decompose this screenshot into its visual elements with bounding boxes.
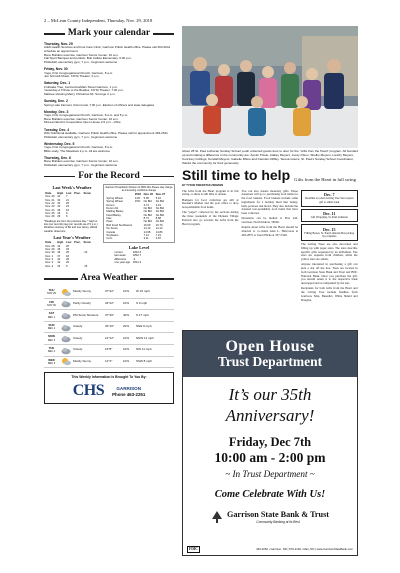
- table-cell: difference: [114, 257, 127, 261]
- calendar-event: Yesterday-A Tribute to the Beatles, KOTA Theater, 7:30 p.m.: [44, 88, 124, 93]
- calendar-event: Bone Builders exercise, Garrison Senior Center, 10 a.m.: [44, 52, 119, 57]
- table-cell: 44: [57, 205, 61, 209]
- table-cell: 34: [57, 201, 61, 205]
- forecast-wind: SSW 8 mph: [136, 359, 153, 363]
- table-cell: No Bid: [155, 220, 164, 224]
- forecast-precip: 40%: [123, 312, 130, 317]
- table-header-cell: Snow: [83, 241, 91, 245]
- table-cell: 18: [66, 254, 69, 258]
- table-cell: .15: [83, 264, 88, 268]
- table-cell: [73, 265, 82, 268]
- grain-caption: Garrison Precipitation Division of DNR 4ths Please stay change as interesting conditions change: [105, 186, 173, 193]
- table-cell: 33: [66, 247, 69, 251]
- table-cell: 26: [66, 261, 69, 265]
- forecast-day: [44, 324, 59, 331]
- story-paragraph: The Gifts from the Heart program is in full swing, so there is still time to donate.: [182, 188, 239, 197]
- story-paragraph: The Giving Trees are also decorated and filling up with paper stars. The stars describe specific gifts requested by an individual. The stars are requests from children, while the yellow stars are adults.: [301, 242, 358, 262]
- table-cell: No Bid: [155, 210, 164, 214]
- table-cell: 6: [66, 215, 68, 219]
- calendar-event: Bible study, The Meadows 2 p.m. All are welcome: [44, 148, 110, 153]
- ad-date: Friday, Dec 7th: [228, 434, 312, 449]
- forecast-wind: NNW 11 mph: [136, 335, 154, 340]
- forecast-wind: NW 11 mph: [136, 347, 152, 352]
- table-cell: Spring Wheat: [106, 200, 123, 204]
- forecast-date: DEC 1: [47, 315, 56, 319]
- table-cell: 7: [66, 195, 68, 199]
- forecast-precip: 10%: [123, 289, 130, 294]
- table-cell: [82, 215, 92, 218]
- weather-history: [44, 184, 100, 268]
- event-box-text: Deadline to return Giving Tree Star request gift to either bank: [305, 197, 354, 204]
- table-cell: Soybeans: [106, 233, 119, 237]
- table-cell: Feed Barley: [106, 213, 121, 217]
- table-cell: Spring Wheat: [106, 196, 123, 200]
- table-cell: Canola: [106, 230, 115, 234]
- forecast-row: [44, 333, 174, 345]
- table-cell: Nov. 28: [45, 244, 55, 248]
- table-cell: No Bid: [155, 206, 164, 210]
- table-cell: 8.73: [143, 217, 149, 221]
- forecast-day-label: THU: [48, 288, 55, 292]
- forecast-date: DEC 5: [47, 362, 56, 366]
- table-header-cell: 2018: [134, 193, 141, 197]
- event-box: [301, 190, 358, 207]
- table-cell: Nov. 29: [45, 247, 55, 251]
- event-box: [301, 209, 358, 222]
- forecast-condition: Cloudy: [73, 335, 83, 340]
- bank-logo-row: [183, 510, 357, 524]
- table-cell: No Bid: [143, 200, 152, 204]
- table-cell: 14%: [134, 196, 141, 200]
- table-cell: Malting Barley: [106, 210, 124, 214]
- weather-note: *Readings are from the previous day. * High or low (our records) tag (our records as of 5 p.m.) Weather courtesy of Bo and Joe Henry, official weather observers.: [44, 219, 98, 233]
- forecast-day-label: SUN: [48, 322, 55, 327]
- calendar-day-date: Wednesday, Dec. 5: [44, 141, 75, 146]
- last-year-title: Last Year's Weather: [53, 234, 91, 240]
- last-week-title: Last Week's Weather: [52, 185, 92, 191]
- story-paragraph: Hampers for food collection are still at Keenan’s Market and the post office to drop non-perishable food items.: [182, 197, 239, 210]
- table-cell: 14.13: [155, 227, 163, 231]
- table-cell: 2.87: [155, 237, 162, 241]
- forecast-condition: Mostly Sunny: [73, 359, 92, 363]
- table-header-cell: Nov. 26: [143, 193, 154, 197]
- calendar-event: Bone Builders exercise, Garrison Senior Center, 10 a.m.: [44, 116, 119, 121]
- table-header-cell: Snow: [83, 191, 91, 195]
- bank-tree-icon: [211, 511, 223, 523]
- record-title: For the Record: [78, 170, 140, 181]
- sponsor-phone: Phone 463-2251: [112, 391, 146, 397]
- calendar-day: [44, 110, 174, 126]
- cloud-icon: [59, 299, 73, 308]
- table-cell: 7.21: [155, 233, 162, 237]
- table-header-cell: Prec.: [74, 191, 81, 195]
- story-column-3: [301, 190, 358, 304]
- table-row: [44, 265, 92, 268]
- record-header: [44, 171, 174, 183]
- markets-lake: [103, 184, 175, 268]
- table-cell: Durum #1: [106, 206, 119, 210]
- forecast-precip: 10%: [123, 335, 130, 340]
- table-cell: No Bid: [143, 213, 152, 217]
- table-cell: 26: [66, 244, 69, 248]
- table-cell: Dec. 4: [45, 264, 54, 268]
- forecast-list: [44, 287, 174, 368]
- table-cell: Dec. 2: [45, 258, 54, 262]
- calendar-day: [44, 156, 174, 168]
- story-paragraph: The “paper” collected by the sections during the three weekends of the Dickens Village Festival also go towards the Gifts from the Heart program.: [182, 210, 239, 226]
- weather-header: [44, 273, 174, 285]
- story-paragraph: Recipients for both Gifts from the Heart and the Giving Tree include families from Garrison, Max, Benedict, White Shield and Douglas.: [301, 286, 358, 302]
- table-cell: 16.69: [143, 223, 151, 227]
- table-header-cell: Prec.: [74, 241, 81, 245]
- ad-body: [183, 384, 357, 524]
- table-row: [44, 215, 92, 218]
- calendar-day: [44, 81, 174, 97]
- event-box-date: Dec. 15: [323, 226, 336, 232]
- table-cell: 25: [66, 201, 69, 205]
- ad-invite: Come Celebrate With Us!: [214, 488, 326, 500]
- calendar-day-date: Friday, Nov. 30: [44, 67, 68, 72]
- calendar-list: [44, 42, 174, 168]
- right-column: [182, 26, 358, 304]
- event-box-date: Dec. 11: [323, 211, 336, 217]
- table-cell: Nov. 24: [45, 208, 55, 212]
- calendar-event: Spring Lake Farmers Union local, 7:30 p.m. Election of officers and state delegates: [44, 102, 155, 107]
- forecast-precip: 20%: [123, 324, 130, 329]
- calendar-event: Fall Sport Banquet and potluck, Bob Callies Elementary, 6:30 p.m.: [44, 56, 132, 61]
- table-cell: 1842.3: [132, 251, 142, 255]
- table-cell: 1842.7: [132, 254, 142, 258]
- forecast-row: [44, 287, 174, 299]
- forecast-condition: PM Snow Showers: [73, 312, 99, 317]
- table-cell: Durum: [106, 203, 115, 207]
- forecast-date: DEC 4: [47, 350, 56, 354]
- table-header-cell: Date: [45, 191, 52, 195]
- ad-location: ~ In Trust Department ~: [225, 469, 315, 479]
- partly-sunny-icon: [59, 288, 73, 297]
- story-headline: Still time to help: [182, 167, 291, 184]
- story-headline-row: [182, 168, 358, 182]
- calendar-day: [44, 142, 174, 154]
- table-cell: Nov. 20: [45, 195, 55, 199]
- story-column-2: [242, 190, 299, 304]
- calendar-event: Yoga, First Congregational Church, Garrison, 8 a.m.: [44, 144, 114, 149]
- story-body: [182, 190, 358, 304]
- event-box-date: Dec. 7: [324, 192, 335, 198]
- table-cell: 14.13: [143, 227, 151, 231]
- left-column: [44, 26, 174, 404]
- calendar-event: Bone Builders exercise, Garrison Senior Center, 10 a.m.: [44, 159, 119, 164]
- forecast-row: [44, 310, 174, 322]
- forecast-date: NOV 30: [47, 304, 56, 308]
- cloud-icon: [59, 334, 73, 343]
- table-cell: Dec. 1: [45, 254, 54, 258]
- forecast-precip: 10%: [123, 359, 130, 363]
- table-cell: Nov. 23: [45, 205, 55, 209]
- table-header-cell: High: [57, 191, 64, 195]
- calendar-day: [44, 128, 174, 140]
- table-header-cell: High: [57, 241, 64, 245]
- forecast-row: [44, 345, 174, 357]
- forecast-condition: Cloudy: [73, 347, 83, 352]
- table-cell: Nov. 22: [45, 201, 55, 205]
- table-cell: 41: [57, 195, 61, 199]
- table-cell: 44: [57, 258, 61, 262]
- table-cell: 42: [57, 261, 61, 265]
- event-box-text: Gift Wrapping, St. Paul Lutheran: [310, 216, 348, 220]
- forecast-day: [44, 289, 59, 296]
- table-cell: No Bid: [155, 200, 164, 204]
- table-cell: 3.11: [143, 237, 149, 241]
- forecast-day-label: SAT: [48, 311, 55, 316]
- forecast-temps: 21°12°: [105, 335, 115, 340]
- forecast-day: [44, 301, 59, 308]
- sponsor-name-block: [112, 386, 145, 397]
- table-cell: No Bid: [143, 206, 152, 210]
- table-cell: 3.74: [143, 203, 149, 207]
- lake-table: [113, 251, 143, 265]
- calendar-event: Yoga, First Congregational Church, Garrison, 8 a.m.: [44, 70, 114, 75]
- table-cell: Flax: [106, 217, 112, 221]
- sunday-school-photo: [182, 26, 358, 148]
- forecast-wind: W 16 mph: [136, 289, 150, 294]
- table-header-cell: Date: [45, 241, 52, 245]
- table-cell: -4: [132, 257, 136, 261]
- calendar-day: [44, 99, 174, 107]
- forecast-day-label: WED: [48, 357, 55, 362]
- calendar-event: McLean Electric Cooperative Open House 2-5 p.m., office: [44, 120, 121, 125]
- bank-tagline: Community Banking at its Best: [256, 519, 300, 524]
- table-cell: 43: [57, 244, 61, 248]
- forecast-wind: S 9 mph: [136, 301, 148, 306]
- table-header-cell: Nov. 27: [155, 193, 166, 197]
- table-cell: 14.86: [155, 230, 163, 234]
- calendar-event: Pickleball, elementary gym, 7 p.m., beginners welcome: [44, 162, 118, 167]
- forecast-wind: NNE 9 mph: [136, 324, 152, 329]
- table-cell: 9: [66, 212, 68, 216]
- cloud-icon: [59, 323, 73, 332]
- forecast-precip: 10%: [123, 301, 130, 306]
- table-cell: Nov. 25: [45, 212, 55, 216]
- forecast-condition: Partly Cloudy: [73, 301, 91, 306]
- forecast-date: DEC 3: [47, 338, 56, 342]
- forecast-row: [44, 322, 174, 334]
- lake-level: [103, 245, 175, 265]
- table-cell: 16: [66, 208, 69, 212]
- table-row: [113, 261, 143, 264]
- forecast-day: [44, 335, 59, 342]
- table-cell: 7.14: [143, 233, 149, 237]
- forecast-condition: Cloudy: [73, 324, 83, 329]
- table-cell: 14.68: [143, 230, 151, 234]
- table-cell: [133, 237, 142, 240]
- cloud-icon: [59, 346, 73, 355]
- weather-title: Area Weather: [80, 273, 138, 284]
- table-header-cell: Low: [66, 241, 72, 245]
- forecast-temps: 12°4°: [105, 359, 113, 363]
- calendar-event: Joe Schmidt Music, KOTA Theater, 3 p.m.: [44, 74, 100, 79]
- ad-banner: [183, 331, 357, 377]
- table-cell: Nov. 30: [45, 251, 55, 255]
- table-cell: 29: [66, 258, 69, 262]
- table-cell: No Bid: [143, 210, 152, 214]
- forecast-temps: 37°26°: [105, 312, 115, 317]
- ad-time: 10:00 am - 2:00 pm: [214, 450, 326, 466]
- table-cell: Nov. 21: [45, 198, 55, 202]
- calendar-event: Matinee showing Merry Christmas Mr. Scrooge 2 p.m.: [44, 92, 116, 97]
- story-subhead: Gifts from the Heart in full swing: [294, 177, 356, 183]
- ad-anniversary: It’s our 35th Anniversary!: [225, 385, 315, 426]
- forecast-row: [44, 357, 174, 369]
- table-cell: 25: [66, 251, 69, 255]
- table-cell: [73, 215, 82, 218]
- calendar-event: Yoga, First Congregational Church, Garrison, 8 a.m. and 5 p.m.: [44, 112, 129, 117]
- partly-sunny-icon: [59, 357, 73, 366]
- photo-caption: About 25 St. Paul Lutheran Sunday School youth collected goods door to door for the “Gifts from the Heart” program. All bundled up and making a difference in the community are: Austin Thiele, Ataliey Meyers, Jessy Olson, Shelby Meyers, Landry Meyers, Courtney Collings, Kendall Meyers, Isabelle Rhine and Camden Diffley. Teresa Gouze, St. Paul's Sunday School Coordinator, thanks the community for their generosity.: [182, 149, 358, 165]
- table-cell: No Bid: [155, 213, 164, 217]
- table-cell: 32: [57, 264, 61, 268]
- last-year-table: [44, 241, 92, 268]
- sponsor-box: [44, 372, 174, 404]
- forecast-day-label: TUE: [48, 345, 55, 350]
- story-paragraph: Donations can be mailed to Box 242, Garrison, North Dakota, 58540.: [241, 216, 298, 225]
- table-cell: 37: [57, 254, 61, 258]
- sponsor-heading: This Weekly Information Is Brought To You By:: [71, 375, 147, 380]
- event-box: [301, 224, 358, 241]
- forecast-temps: 16°8°: [105, 347, 113, 352]
- table-cell: last week: [114, 254, 126, 258]
- table-cell: current: [114, 251, 123, 255]
- trust-department-ad: [182, 330, 358, 556]
- table-cell: 16: [57, 212, 61, 216]
- calendar-day: [44, 67, 174, 79]
- forecast-day-label: FRI: [49, 299, 54, 304]
- bank-name: Garrison State Bank & Trust: [226, 509, 330, 519]
- table-cell: No Sunrs: [106, 227, 118, 231]
- fdic-logo: FDIC: [189, 547, 198, 552]
- forecast-row: [44, 299, 174, 311]
- calendar-title: Mark your calendar: [67, 28, 151, 38]
- table-cell: one year ago: [114, 261, 131, 265]
- forecast-temps: 37°22°: [105, 289, 115, 294]
- page-folio: 2 – McLean County Independent, Thursday, Nov. 29, 2018: [44, 18, 153, 23]
- calendar-day-date: Thursday, Dec. 6: [44, 155, 71, 160]
- table-cell: 5.05: [143, 196, 149, 200]
- forecast-day-label: MON: [48, 334, 55, 339]
- calendar-day-date: Thursday, Nov. 29: [44, 41, 73, 46]
- sponsor-name: GARRISON: [116, 385, 142, 391]
- calendar-event: Pickleball, elementary gym, 7 p.m., beginners welcome: [44, 134, 118, 139]
- table-cell: Dec. 3: [45, 261, 54, 265]
- table-cell: 46: [57, 251, 61, 255]
- forecast-date: DEC 2: [47, 327, 56, 331]
- record-block: [44, 184, 174, 268]
- forecast-temps: 34°22°: [105, 301, 115, 306]
- calendar-event: Fruitcake Tree, Central AveMain Street Garrison, 1 p.m.: [44, 84, 118, 89]
- story-paragraph: You can also donate monetary gifts. These donations will go to purchasing food items for the food baskets. Food baskets include some ingredients for a holiday meal like turkey, ham, potatoes and bread. They also include the donated non-perishable food items that have been collected.: [241, 188, 298, 216]
- forecast-date: NOV 29: [47, 292, 56, 296]
- calendar-event: Adult Health Services and Foot Care Clinic, Garrison Public Health office. Please call 463-2641 schedule an appointment.: [44, 45, 171, 53]
- chs-logo: CHS: [72, 382, 105, 400]
- grain-table: [105, 193, 167, 240]
- story-paragraph: Anyone interested in purchasing a gift can pick a star off the tree. Trees are located in both Garrison State Bank and Trust and BNC National Bank. Once you purchase the gift, you should return it to the respective bank unwrapped and accompanied by the star.: [301, 262, 358, 286]
- ad-line-open-house: Open House: [225, 337, 315, 355]
- calendar-day-date: Monday, Dec. 3: [44, 109, 69, 114]
- calendar-day: [44, 42, 174, 65]
- ad-line-trust-department: Trust Department: [217, 353, 323, 369]
- forecast-wind: S 17 mph: [136, 312, 149, 317]
- table-cell: 30: [57, 198, 61, 202]
- table-cell: Bird Food Sunflowers: [106, 223, 133, 227]
- table-cell: 5.10: [155, 196, 162, 200]
- table-cell: Peas: [106, 220, 113, 224]
- calendar-event: Pickleball, elementary gym, 7 p.m., beginners welcome: [44, 60, 118, 65]
- grain-prices-box: [103, 184, 175, 242]
- forecast-day: [44, 347, 59, 354]
- table-cell: Corn: [106, 237, 113, 241]
- ad-footer: [183, 546, 357, 553]
- story-paragraph: Inquire about Gifts from the Heart should be directed to co-chairs Alan L. Halvorson at 463-2875 or Jason Hicks at 337-5549.: [241, 225, 298, 237]
- calendar-day-date: Tuesday, Dec. 4: [44, 127, 70, 132]
- table-cell: 4.19: [155, 203, 162, 207]
- cloud-icon: [59, 311, 73, 320]
- table-cell: 21: [66, 198, 69, 202]
- forecast-day: [44, 359, 59, 366]
- bank-contact: 463-2262 • Garrison, ND | 679-2140 • Max, ND | www.GarrisonStateBank.com: [256, 546, 353, 551]
- table-cell: 8.68: [155, 217, 162, 221]
- table-cell: 39: [57, 208, 61, 212]
- story-byline: BY TYSON SWEDSTAD ZIEMANN: [182, 184, 224, 188]
- table-cell: No Bid: [143, 220, 152, 224]
- forecast-precip: 10%: [123, 347, 130, 352]
- calendar-event: WIC Nutritional available, Garrison Public Health office. Please call for appointment 463-2641: [44, 130, 168, 135]
- table-cell: 1841.3: [132, 261, 142, 265]
- table-cell: 23: [66, 205, 69, 209]
- table-cell: 16.79: [155, 223, 163, 227]
- event-box-text: Filling Boxes, St. Paul Lutheran Box pickup by recipients: [304, 231, 355, 239]
- story-column-1: [182, 190, 239, 304]
- table-row: [105, 237, 167, 240]
- calendar-day-date: Sunday, Dec. 2: [44, 99, 68, 104]
- table-cell: 9: [66, 264, 68, 268]
- lake-title: Lake Level: [128, 244, 150, 250]
- forecast-day: [44, 312, 59, 319]
- table-cell: .10: [83, 251, 88, 255]
- last-week-table: [44, 192, 92, 219]
- calendar-header: [44, 28, 174, 40]
- table-cell: 29: [57, 215, 61, 219]
- photo-illustration: [182, 26, 358, 148]
- table-cell: 46: [57, 247, 61, 251]
- table-cell: 15%: [134, 200, 141, 204]
- forecast-condition: Mostly Sunny: [73, 289, 92, 294]
- calendar-day-date: Saturday, Dec. 1: [44, 81, 71, 86]
- forecast-temps: 34°16°: [105, 324, 115, 329]
- table-cell: Nov. 26: [45, 215, 55, 219]
- table-header-cell: Low: [66, 191, 72, 195]
